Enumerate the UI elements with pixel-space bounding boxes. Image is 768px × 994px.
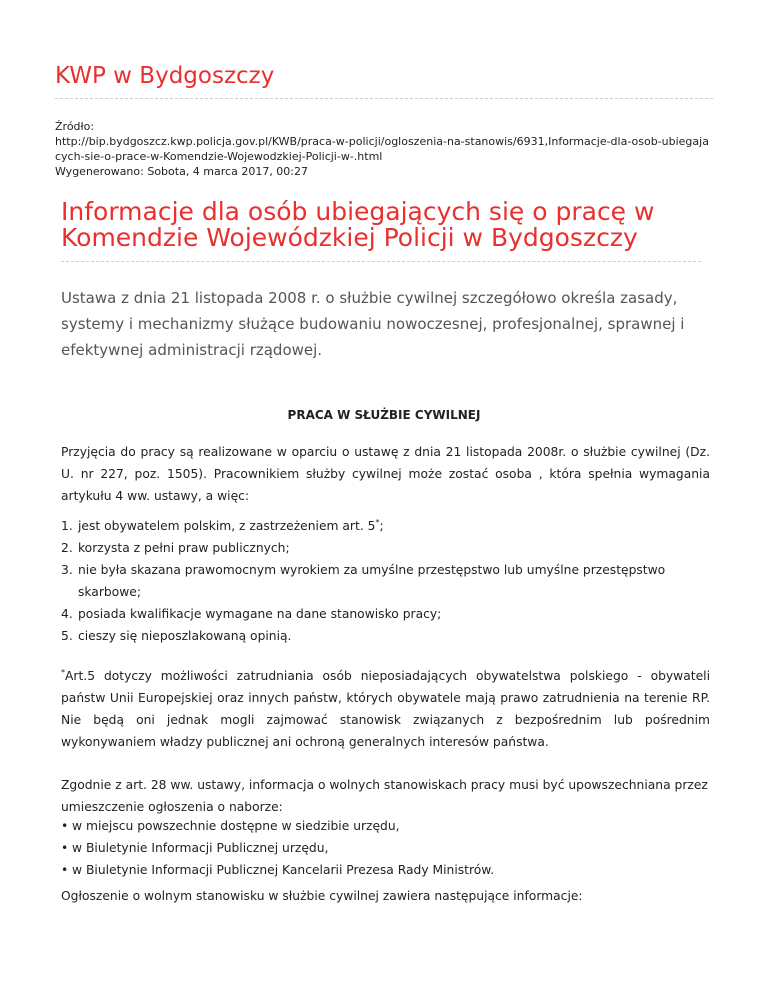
footnote-text: Art.5 dotyczy możliwości zatrudniania osób nieposiadających obywatelstwa polskiego - obywateli państw Unii Europejskiej oraz innych państw, których obywatele mają prawo zatrudnienia na terenie RP. Nie będą oni jednak mogli zajmować stanowisk związanych z bezpośrednim lub pośrednim wykonywaniem władzy publicznej ani ochroną generalnych interesów państwa. bbox=[61, 669, 710, 749]
list-item-number: 4. bbox=[61, 607, 73, 621]
section-heading: PRACA W SŁUŻBIE CYWILNEJ bbox=[287, 408, 481, 422]
source-info bbox=[55, 119, 725, 179]
list-item-number: 5. bbox=[61, 629, 73, 643]
bullet-icon: • bbox=[61, 841, 69, 855]
list-item-text: cieszy się nieposzlakowaną opinią. bbox=[78, 629, 292, 643]
list-item-text: posiada kwalifikacje wymagane na dane stanowisko pracy; bbox=[78, 607, 442, 621]
article-lead: Ustawa z dnia 21 listopada 2008 r. o służbie cywilnej szczegółowo określa zasady, systemy i mechanizmy służące budowaniu nowoczesnej, profesjonalnej, sprawnej i efektywnej administracji rządowej. bbox=[61, 289, 685, 359]
requirements-list bbox=[61, 515, 701, 647]
article-title: Informacje dla osób ubiegających się o pracę w Komendzie Wojewódzkiej Policji w Bydgoszczy bbox=[61, 197, 655, 252]
list-item-text: nie była skazana prawomocnym wyrokiem za umyślne przestępstwo lub umyślne przestępstwo skarbowe; bbox=[78, 563, 666, 599]
list-item-number: 1. bbox=[61, 519, 73, 533]
list-item bbox=[61, 859, 701, 881]
intro-paragraph: Przyjęcia do pracy są realizowane w oparciu o ustawę z dnia 21 listopada 2008r. o służbie cywilnej (Dz. U. nr 227, poz. 1505). Pracownikiem służby cywilnej może zostać osoba , która spełnia wymagania artykułu 4 ww. ustawy, a więc: bbox=[61, 445, 710, 503]
list-item-suffix: ; bbox=[379, 519, 384, 533]
source-url-line2: cych-sie-o-prace-w-Komendzie-Wojewodzkiej-Policji-w-.html bbox=[55, 150, 383, 163]
publication-places-list bbox=[61, 815, 701, 881]
bullet-icon: • bbox=[61, 819, 69, 833]
list-item bbox=[61, 515, 701, 537]
list-item-text: w Biuletynie Informacji Publicznej Kancelarii Prezesa Rady Ministrów. bbox=[72, 863, 495, 877]
list-item-text: w miejscu powszechnie dostępne w siedzibie urzędu, bbox=[72, 819, 400, 833]
list-item bbox=[61, 559, 701, 603]
footnote-marker: * bbox=[61, 667, 65, 677]
footnote-marker: * bbox=[375, 517, 380, 527]
list-item-text: korzysta z pełni praw publicznych; bbox=[78, 541, 290, 555]
source-url-line1: http://bip.bydgoszcz.kwp.policja.gov.pl/KWB/praca-w-policji/ogloszenia-na-stanowis/6931,Informacje-dla-osob-ubiegaja bbox=[55, 135, 709, 148]
list-item bbox=[61, 603, 701, 625]
source-label: Źródło: bbox=[55, 120, 95, 133]
generated-timestamp: Wygenerowano: Sobota, 4 marca 2017, 00:27 bbox=[55, 165, 309, 178]
list-item-number: 3. bbox=[61, 563, 73, 577]
list-item-text: jest obywatelem polskim, z zastrzeżeniem art. 5 bbox=[78, 519, 376, 533]
list-item bbox=[61, 837, 701, 859]
header-divider bbox=[55, 98, 713, 99]
title-divider bbox=[61, 261, 701, 262]
bullet-icon: • bbox=[61, 863, 69, 877]
list-item bbox=[61, 625, 701, 647]
list-item bbox=[61, 815, 701, 837]
list-item-text: w Biuletynie Informacji Publicznej urzędu, bbox=[72, 841, 329, 855]
list-item-number: 2. bbox=[61, 541, 73, 555]
footnote-paragraph bbox=[61, 665, 710, 753]
list-item bbox=[61, 537, 701, 559]
site-title: KWP w Bydgoszczy bbox=[55, 63, 275, 89]
info-paragraph: Ogłoszenie o wolnym stanowisku w służbie cywilnej zawiera następujące informacje: bbox=[61, 889, 583, 903]
announcement-paragraph: Zgodnie z art. 28 ww. ustawy, informacja o wolnych stanowiskach pracy musi być upowszechniana przez umieszczenie ogłoszenia o naborze: bbox=[61, 778, 708, 814]
